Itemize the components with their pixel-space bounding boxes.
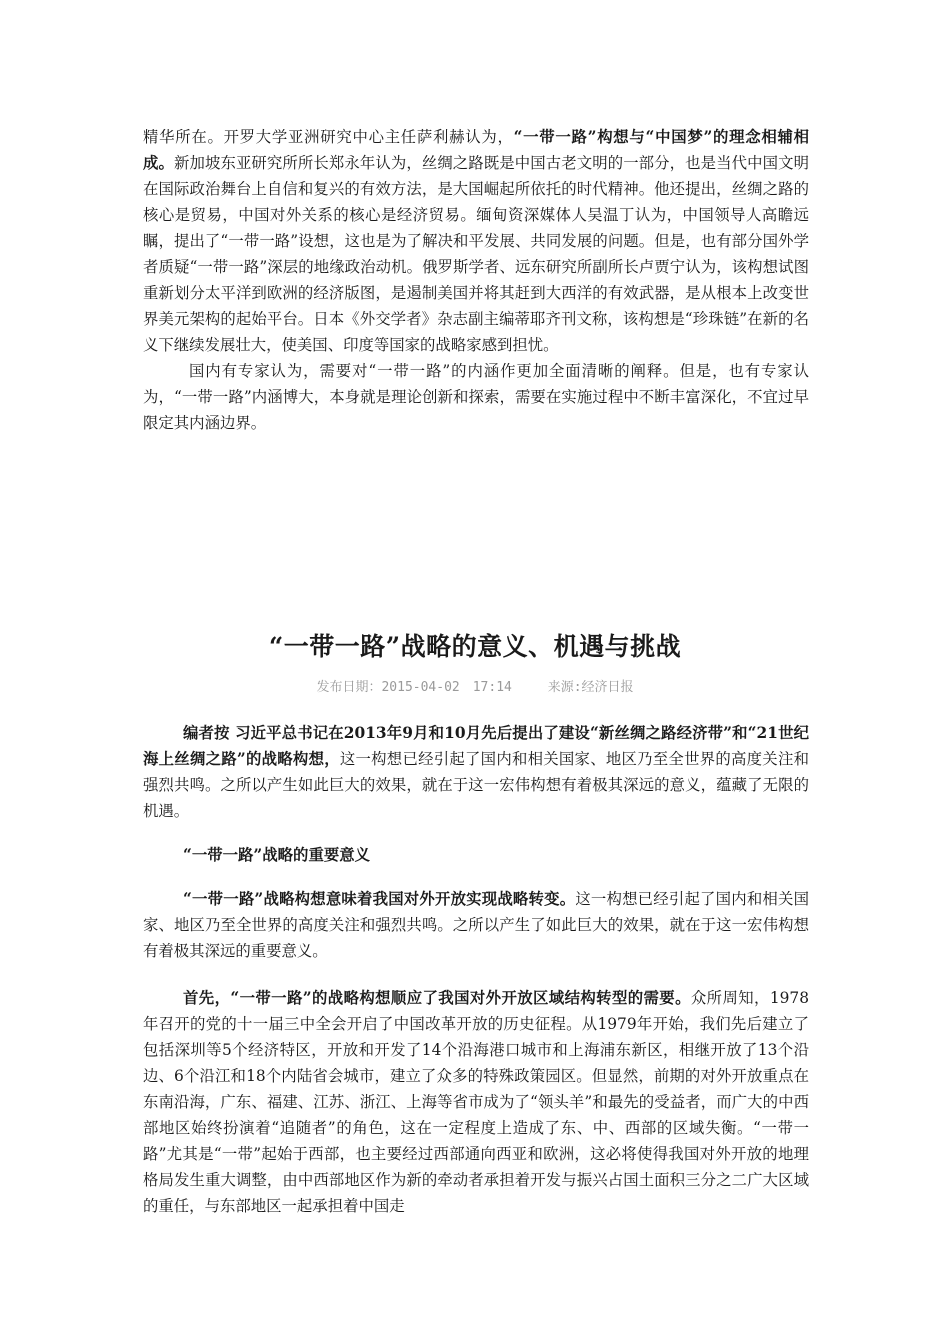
bold-text: 首先，“一带一路”的战略构想顺应了我国对外开放区域结构转型的需要。 bbox=[183, 989, 691, 1007]
article-title: “一带一路”战略的意义、机遇与挑战 bbox=[268, 632, 682, 661]
paragraph-text: 众所周知，1978年召开的党的十一届三中全会开启了中国改革开放的历史征程。从1979年开始，我们先后建立了包括深圳等5个经济特区，开放和开发了14个沿海港口城市和上海浦东新区，相继开放了13个沿边、6个沿江和18个内陆省会城市，建立了众多的特殊政策园区。但显然，前期的对外开放重点在东南沿海，广东、福建、江苏、浙江、上海等省市成为了“领头羊”和最先的受益者，而广大的中西部地区始终扮演着“追随者”的角色，这在一定程度上造成了东、中、西部的区域失衡。“一带一路”尤其是“一带”起始于西部，也主要经过西部通向西亚和欧洲，这必将使得我国对外开放的地理格局发生重大调整，由中西部地区作为新的牵动者承担着开发与振兴占国土面积三分之二广大区域的重任，与东部地区一起承担着中国走 bbox=[143, 989, 809, 1215]
paragraph-text: 新加坡东亚研究所所长郑永年认为，丝绸之路既是中国古老文明的一部分，也是当代中国文明在国际政治舞台上自信和复兴的有效方法，是大国崛起所依托的时代精神。他还提出，丝绸之路的核心是贸易，中国对外关系的核心是经济贸易。缅甸资深媒体人吴温丁认为，中国领导人高瞻远瞩，提出了“一带一路”设想，这也是为了解决和平发展、共同发展的问题。但是，也有部分国外学者质疑“一带一路”深层的地缘政治动机。俄罗斯学者、远东研究所副所长卢贾宁认为，该构想试图重新划分太平洋到欧洲的经济版图，是遏制美国并将其赶到大西洋的有效武器，是从根本上改变世界美元架构的起始平台。日本《外交学者》杂志副主编蒂耶齐刊文称，该构想是“珍珠链”在新的名义下继续发展壮大，使美国、印度等国家的战略家感到担忧。 bbox=[143, 154, 809, 354]
bold-text: 编者按 习近平总书记在2013年9月和10月先后提出了建设“新丝绸之路经济带”和“21世纪海上丝绸之路”的战略构想， bbox=[143, 724, 809, 768]
section-heading: “一带一路”战略的重要意义 bbox=[183, 846, 371, 864]
article-source: 来源:经济日报 bbox=[547, 680, 634, 695]
paragraph-first bbox=[143, 985, 809, 1219]
publish-date: 发布日期：2015-04-02 17:14 bbox=[316, 680, 512, 695]
paragraph-experts: 国内有专家认为，需要对“一带一路”的内涵作更加全面清晰的阐释。但是，也有专家认为，“一带一路”内涵博大，本身就是理论创新和探索，需要在实施过程中不断丰富深化，不宜过早限定其内涵边界。 bbox=[143, 362, 809, 432]
section-paragraph-2 bbox=[143, 985, 809, 1219]
article-body bbox=[143, 720, 809, 824]
editor-note bbox=[143, 720, 809, 824]
paragraph-continued bbox=[143, 124, 809, 358]
paragraph-text: 精华所在。开罗大学亚洲研究中心主任萨利赫认为， bbox=[143, 128, 514, 146]
section-paragraph-1 bbox=[143, 886, 809, 964]
paragraph-strategy bbox=[143, 886, 809, 964]
paragraph-text: 这一构想已经引起了国内和相关国家、地区乃至全世界的高度关注和强烈共鸣。之所以产生了如此巨大的效果，就在于这一宏伟构想有着极其深远的重要意义。 bbox=[143, 890, 809, 960]
bold-text: “一带一路”构想与“中国梦”的理念相辅相成。 bbox=[143, 128, 809, 172]
paragraph-text: 这一构想已经引起了国内和相关国家、地区乃至全世界的高度关注和强烈共鸣。之所以产生如此巨大的效果，就在于这一宏伟构想有着极其深远的意义，蕴藏了无限的机遇。 bbox=[143, 750, 809, 820]
continued-text-section bbox=[143, 124, 809, 436]
section-heading-block bbox=[143, 842, 809, 868]
bold-text: “一带一路”战略构想意味着我国对外开放实现战略转变。 bbox=[183, 890, 576, 908]
article-meta bbox=[0, 676, 950, 695]
